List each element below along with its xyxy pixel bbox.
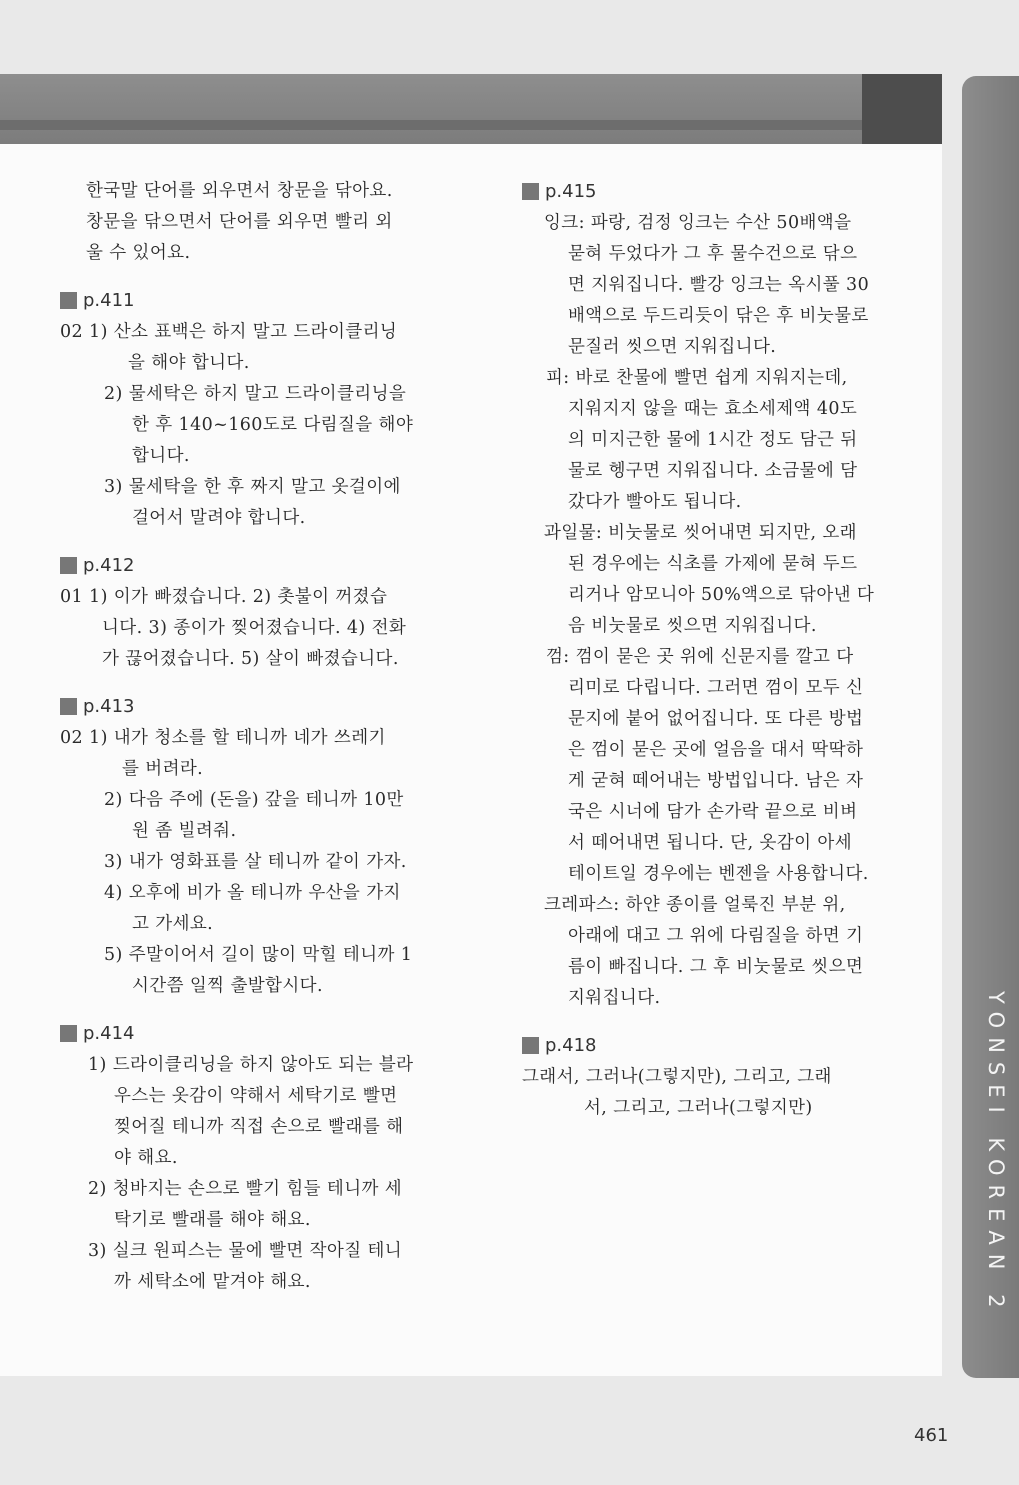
answer-line: 크레파스: 하얀 종이를 얼룩진 부분 위,: [544, 895, 846, 915]
answer-line: 야 해요.: [114, 1148, 178, 1168]
answer-line: 잉크: 파랑, 검정 잉크는 수산 50배액을: [544, 213, 852, 233]
answer-line: 갔다가 빨아도 됩니다.: [568, 492, 742, 512]
answer-line: 3) 내가 영화표를 살 테니까 같이 가자.: [104, 852, 407, 872]
answer-line: 서 떼어내면 됩니다. 단, 옷감이 아세: [568, 833, 853, 853]
left-column: [60, 176, 470, 1298]
answer-line: 우스는 옷감이 약해서 세탁기로 빨면: [114, 1086, 398, 1106]
answer-line: 과일물: 비눗물로 씻어내면 되지만, 오래: [544, 523, 857, 543]
section-body: [60, 1050, 470, 1298]
answer-line: 01 1) 이가 빠졌습니다. 2) 촛불이 꺼졌습: [60, 587, 388, 607]
answer-line: 원 좀 빌려줘.: [132, 821, 237, 841]
answer-line: 니다. 3) 종이가 찢어졌습니다. 4) 전화: [102, 618, 407, 638]
answer-line: 찢어질 테니까 직접 손으로 빨래를 해: [114, 1117, 404, 1137]
answer-line: 된 경우에는 식초를 가제에 묻혀 두드: [568, 554, 858, 574]
answer-line: 02 1) 산소 표백은 하지 말고 드라이클리닝: [60, 322, 398, 342]
answer-line: 서, 그리고, 그러나(그렇지만): [584, 1098, 813, 1118]
section-heading: [60, 1018, 470, 1048]
answer-line: 02 1) 내가 청소를 할 테니까 네가 쓰레기: [60, 728, 386, 748]
side-tab: [962, 76, 1019, 1378]
answer-line: 1) 드라이클리닝을 하지 않아도 되는 블라: [88, 1055, 414, 1075]
section-title: p.413: [83, 695, 135, 717]
answer-line: 껌: 껌이 묻은 곳 위에 신문지를 깔고 다: [546, 647, 854, 667]
header-stripe: [0, 120, 862, 130]
answer-line: 을 해야 합니다.: [128, 353, 250, 373]
section-body: [60, 723, 470, 1002]
answer-line: 지워지지 않을 때는 효소세제액 40도: [568, 399, 858, 419]
answer-line: 물로 헹구면 지워집니다. 소금물에 담: [568, 461, 858, 481]
answer-line: 한 후 140~160도로 다림질을 해야: [132, 415, 414, 435]
answer-line: 리미로 다립니다. 그러면 껌이 모두 신: [568, 678, 864, 698]
answer-line: 까 세탁소에 맡겨야 해요.: [114, 1272, 311, 1292]
section-body: [60, 582, 470, 675]
section-marker-icon: [522, 1037, 539, 1054]
section-heading: [60, 285, 470, 315]
answer-line: 2) 다음 주에 (돈을) 갚을 테니까 10만: [104, 790, 404, 810]
intro-line: 창문을 닦으면서 단어를 외우면 빨리 외: [86, 212, 393, 232]
answer-line: 름이 빠집니다. 그 후 비눗물로 씻으면: [568, 957, 864, 977]
section-heading: [522, 176, 927, 206]
answer-line: 아래에 대고 그 위에 다림질을 하면 기: [568, 926, 864, 946]
answer-line: 시간쯤 일찍 출발합시다.: [132, 976, 323, 996]
section-heading: [60, 691, 470, 721]
page-number: 461: [914, 1425, 949, 1446]
answer-line: 2) 청바지는 손으로 빨기 힘들 테니까 세: [88, 1179, 403, 1199]
answer-line: 리거나 암모니아 50%액으로 닦아낸 다: [568, 585, 875, 605]
section-marker-icon: [60, 292, 77, 309]
answer-line: 걸어서 말려야 합니다.: [132, 508, 306, 528]
answer-line: 3) 물세탁을 한 후 짜지 말고 옷걸이에: [104, 477, 401, 497]
page-content: [0, 144, 942, 1376]
answer-line: 4) 오후에 비가 올 테니까 우산을 가지: [104, 883, 401, 903]
answer-line: 를 버려라.: [122, 759, 204, 779]
section-marker-icon: [60, 698, 77, 715]
section-marker-icon: [60, 557, 77, 574]
answer-line: 테이트일 경우에는 벤젠을 사용합니다.: [568, 864, 869, 884]
answer-line: 면 지워집니다. 빨강 잉크는 옥시풀 30: [568, 275, 870, 295]
answer-line: 합니다.: [132, 446, 190, 466]
side-tab-label: YONSEI KOREAN 2: [984, 991, 1008, 1317]
answer-line: 고 가세요.: [132, 914, 214, 934]
section-marker-icon: [60, 1025, 77, 1042]
answer-line: 국은 시너에 담가 손가락 끝으로 비벼: [568, 802, 858, 822]
section-title: p.412: [83, 554, 135, 576]
answer-line: 탁기로 빨래를 해야 해요.: [114, 1210, 311, 1230]
answer-line: 배액으로 두드리듯이 닦은 후 비눗물로: [568, 306, 869, 326]
answer-line: 2) 물세탁은 하지 말고 드라이클리닝을: [104, 384, 407, 404]
answer-line: 지워집니다.: [568, 988, 661, 1008]
section-title: p.411: [83, 289, 135, 311]
section-title: p.415: [545, 180, 597, 202]
answer-line: 가 끊어졌습니다. 5) 살이 빠졌습니다.: [102, 649, 399, 669]
right-column: [522, 176, 927, 1124]
answer-line: 3) 실크 원피스는 물에 빨면 작아질 테니: [88, 1241, 403, 1261]
section-body: [60, 317, 470, 534]
answer-line: 묻혀 두었다가 그 후 물수건으로 닦으: [568, 244, 858, 264]
intro-block: [60, 176, 470, 269]
header-dark-block: [862, 74, 942, 144]
header-band: [0, 74, 942, 144]
answer-line: 은 껌이 묻은 곳에 얼음을 대서 딱딱하: [568, 740, 864, 760]
intro-line: 울 수 있어요.: [86, 243, 191, 263]
section-title: p.414: [83, 1022, 135, 1044]
answer-line: 의 미지근한 물에 1시간 정도 담근 뒤: [568, 430, 858, 450]
section-marker-icon: [522, 183, 539, 200]
answer-line: 5) 주말이어서 길이 많이 막힐 테니까 1: [104, 945, 413, 965]
intro-line: 한국말 단어를 외우면서 창문을 닦아요.: [86, 181, 393, 201]
answer-line: 게 굳혀 떼어내는 방법입니다. 남은 자: [568, 771, 864, 791]
answer-line: 그래서, 그러나(그렇지만), 그리고, 그래: [522, 1067, 832, 1087]
section-body: [522, 1062, 927, 1124]
section-body: [522, 208, 927, 1014]
answer-line: 문질러 씻으면 지워집니다.: [568, 337, 777, 357]
section-title: p.418: [545, 1034, 597, 1056]
section-heading: [60, 550, 470, 580]
answer-line: 피: 바로 찬물에 빨면 쉽게 지워지는데,: [546, 368, 848, 388]
answer-line: 음 비눗물로 씻으면 지워집니다.: [568, 616, 817, 636]
answer-line: 문지에 붙어 없어집니다. 또 다른 방법: [568, 709, 864, 729]
section-heading: [522, 1030, 927, 1060]
